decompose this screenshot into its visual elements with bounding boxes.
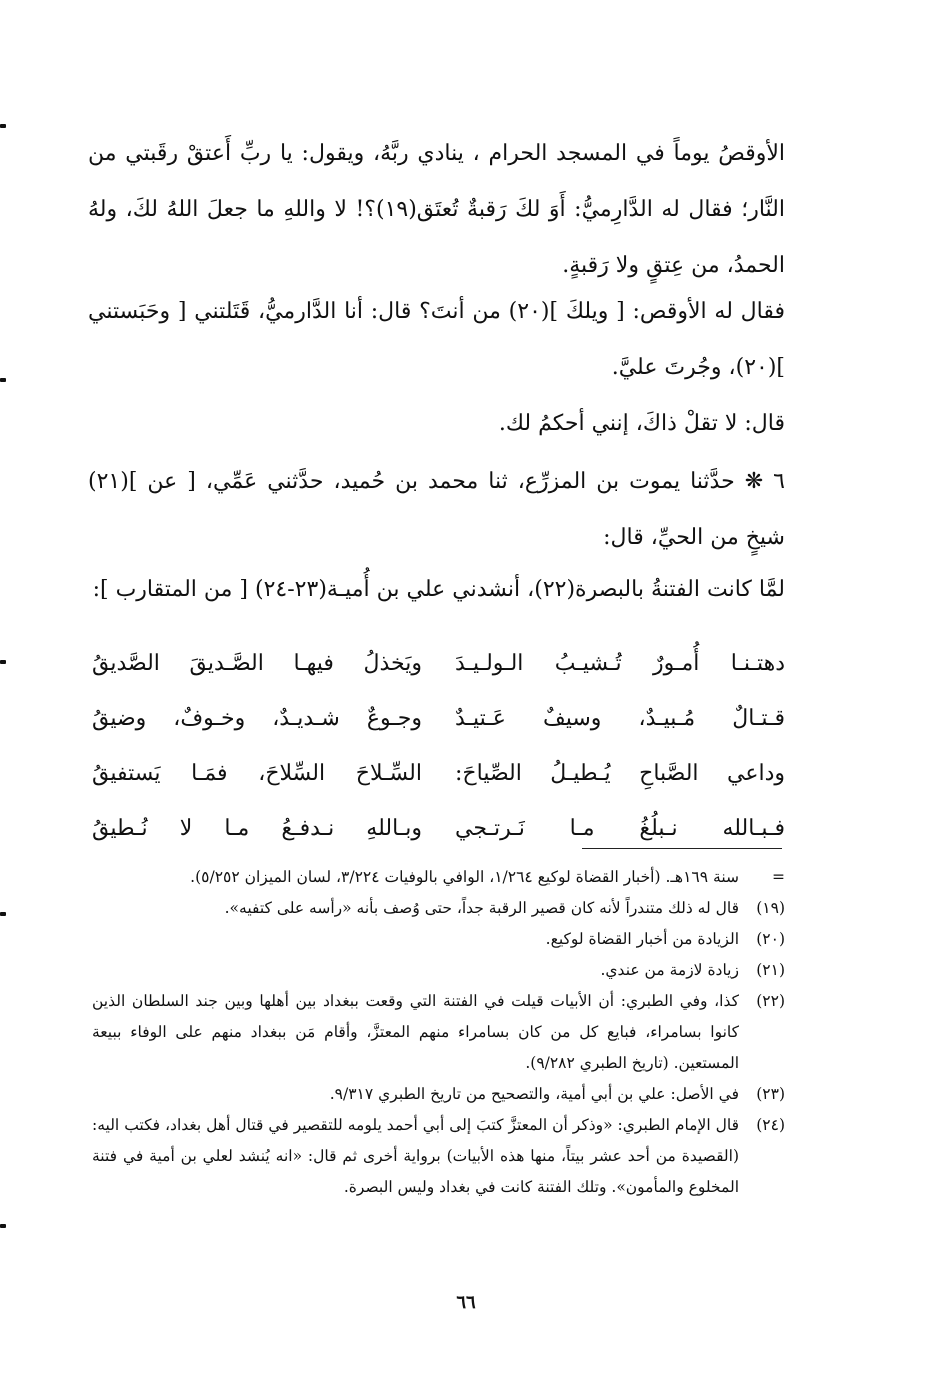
footnote-text: كذا، وفي الطبري: أن الأبيات قيلت في الفتنة التي وقعت ببغداد بين أهلها وبين جند السلطان الذين كانوا بسامراء، فبايع كل من كان بسامراء منهم المعتزَّ، وأقام مَن ببغداد منهم على الوفاء ببيعة المستعين. (تاريخ الطبري ٩/٢٨٢). [92, 992, 739, 1072]
footnote-text: قال له ذلك متندراً لأنه كان قصير الرقبة جداً، حتى وُصف بأنه «رأسه على كتفيه». [224, 899, 739, 917]
verse-first-hemistich: فـبـالله نـبلُغُ مـا نَـرتـجي [455, 816, 785, 841]
verse-second-hemistich: وبـاللهِ نـدفـعُ مـا لا نُـطيقُ [92, 816, 422, 841]
poem-verse [92, 691, 785, 746]
verse-second-hemistich: ويَخذلُ فيهـا الصَّـديقَ الصَّديقُ [92, 651, 422, 676]
footnote [92, 862, 785, 893]
poem-block [92, 636, 785, 856]
footnote [92, 955, 785, 986]
footnote-text: في الأصل: علي بن أبي أمية، والتصحيح من تاريخ الطبري ٩/٣١٧. [329, 1085, 739, 1103]
hadith-paragraph: ٦ ❋ حدَّثنا يموت بن المزرِّع، ثنا محمد بن حُميد، حدَّثني عَمِّي، [ عن ](٢١) شيخٍ من الحيِّ، قال: [88, 469, 785, 550]
footnote-separator [582, 848, 782, 849]
footnote-text: سنة ١٦٩هـ. (أخبار القضاة لوكيع ١/٢٦٤، الوافي بالوفيات ٣/٢٢٤، لسان الميزان ٥/٢٥٢). [190, 868, 739, 886]
footnote [92, 1110, 785, 1203]
footnote-text: الزيادة من أخبار القضاة لوكيع. [545, 930, 739, 948]
scan-edge-mark [0, 660, 6, 664]
verse-second-hemistich: وجـوعٌ شـديـدٌ، وخـوفٌ، وضيقُ [92, 706, 422, 731]
footnote-number: (٢٣) [756, 1085, 785, 1103]
footnote-number: (٢٢) [756, 992, 785, 1010]
footnote-number: (١٩) [756, 899, 785, 917]
footnote [92, 986, 785, 1079]
body-paragraph: قال: لا تقلْ ذاكَ، إنني أحكمُ لك. [498, 411, 785, 436]
verse-second-hemistich: السِّـلاحَ السِّلاحَ، فمَـا يَستفيقُ [92, 761, 422, 786]
scan-edge-mark [0, 912, 6, 916]
footnote [92, 1079, 785, 1110]
footnote [92, 924, 785, 955]
poem-verse [92, 636, 785, 691]
verse-first-hemistich: قـتـالٌ مُـبيـدٌ، وسيفٌ عَـتيـدٌ [455, 706, 785, 731]
scan-edge-mark [0, 124, 6, 128]
verse-first-hemistich: دهتـنـا أُمـورٌ تُـشيـبُ الـولـيـدَ [455, 651, 785, 676]
page-number: ٦٦ [456, 1292, 476, 1313]
footnote-number: (٢٤) [756, 1116, 785, 1134]
scan-edge-mark [0, 1224, 6, 1228]
footnote [92, 893, 785, 924]
verse-first-hemistich: وداعي الصَّباحِ يُـطيـلُ الصِّياحَ: [455, 761, 785, 786]
scan-edge-mark [0, 378, 6, 382]
body-paragraph: الأوقصُ يوماً في المسجد الحرام ، ينادي ربَّهُ، ويقول: يا ربِّ أَعتقْ رقَبتي من النَّار؛ فقال له الدَّارِميُّ: أَوَ لكَ رَقبةٌ تُعتَق(١٩)؟! لا واللهِ ما جعلَ اللهُ لكَ، ولهُ الحمدُ، من عِتقٍ ولا رَقبةٍ. [88, 141, 785, 278]
footnote-text: قال الإمام الطبري: «وذكر أن المعتزَّ كتبَ إلى أبي أحمد يلومه للتقصير في قتال أهل بغداد، فكتب اليه: (القصيدة من أحد عشر بيتاً، منها هذه الأبيات) برواية أخرى ثم قال: «انه يُنشد لعلي بن أمية في فتنة المخلوع والمأمون». وتلك الفتنة كانت في بغداد وليس البصرة. [92, 1116, 739, 1196]
footnote-number: (٢١) [756, 961, 785, 979]
body-paragraph: لمَّا كانت الفتنةُ بالبصرة(٢٢)، أنشدني علي بن أُميـة(٢٣-٢٤) [ من المتقارب ]: [92, 577, 785, 602]
footnote-number: = [772, 868, 785, 886]
footnote-text: زيادة لازمة من عندي. [600, 961, 739, 979]
footnote-number: (٢٠) [756, 930, 785, 948]
footnotes [92, 862, 785, 1203]
poem-verse [92, 746, 785, 801]
body-paragraph: فقال له الأوقص: [ ويلكَ ](٢٠) من أنتَ؟ قال: أنا الدَّارميُّ، قَتَلتني [ وحَبَستني ](٢٠)، وجُرتَ عليَّ. [88, 299, 785, 380]
